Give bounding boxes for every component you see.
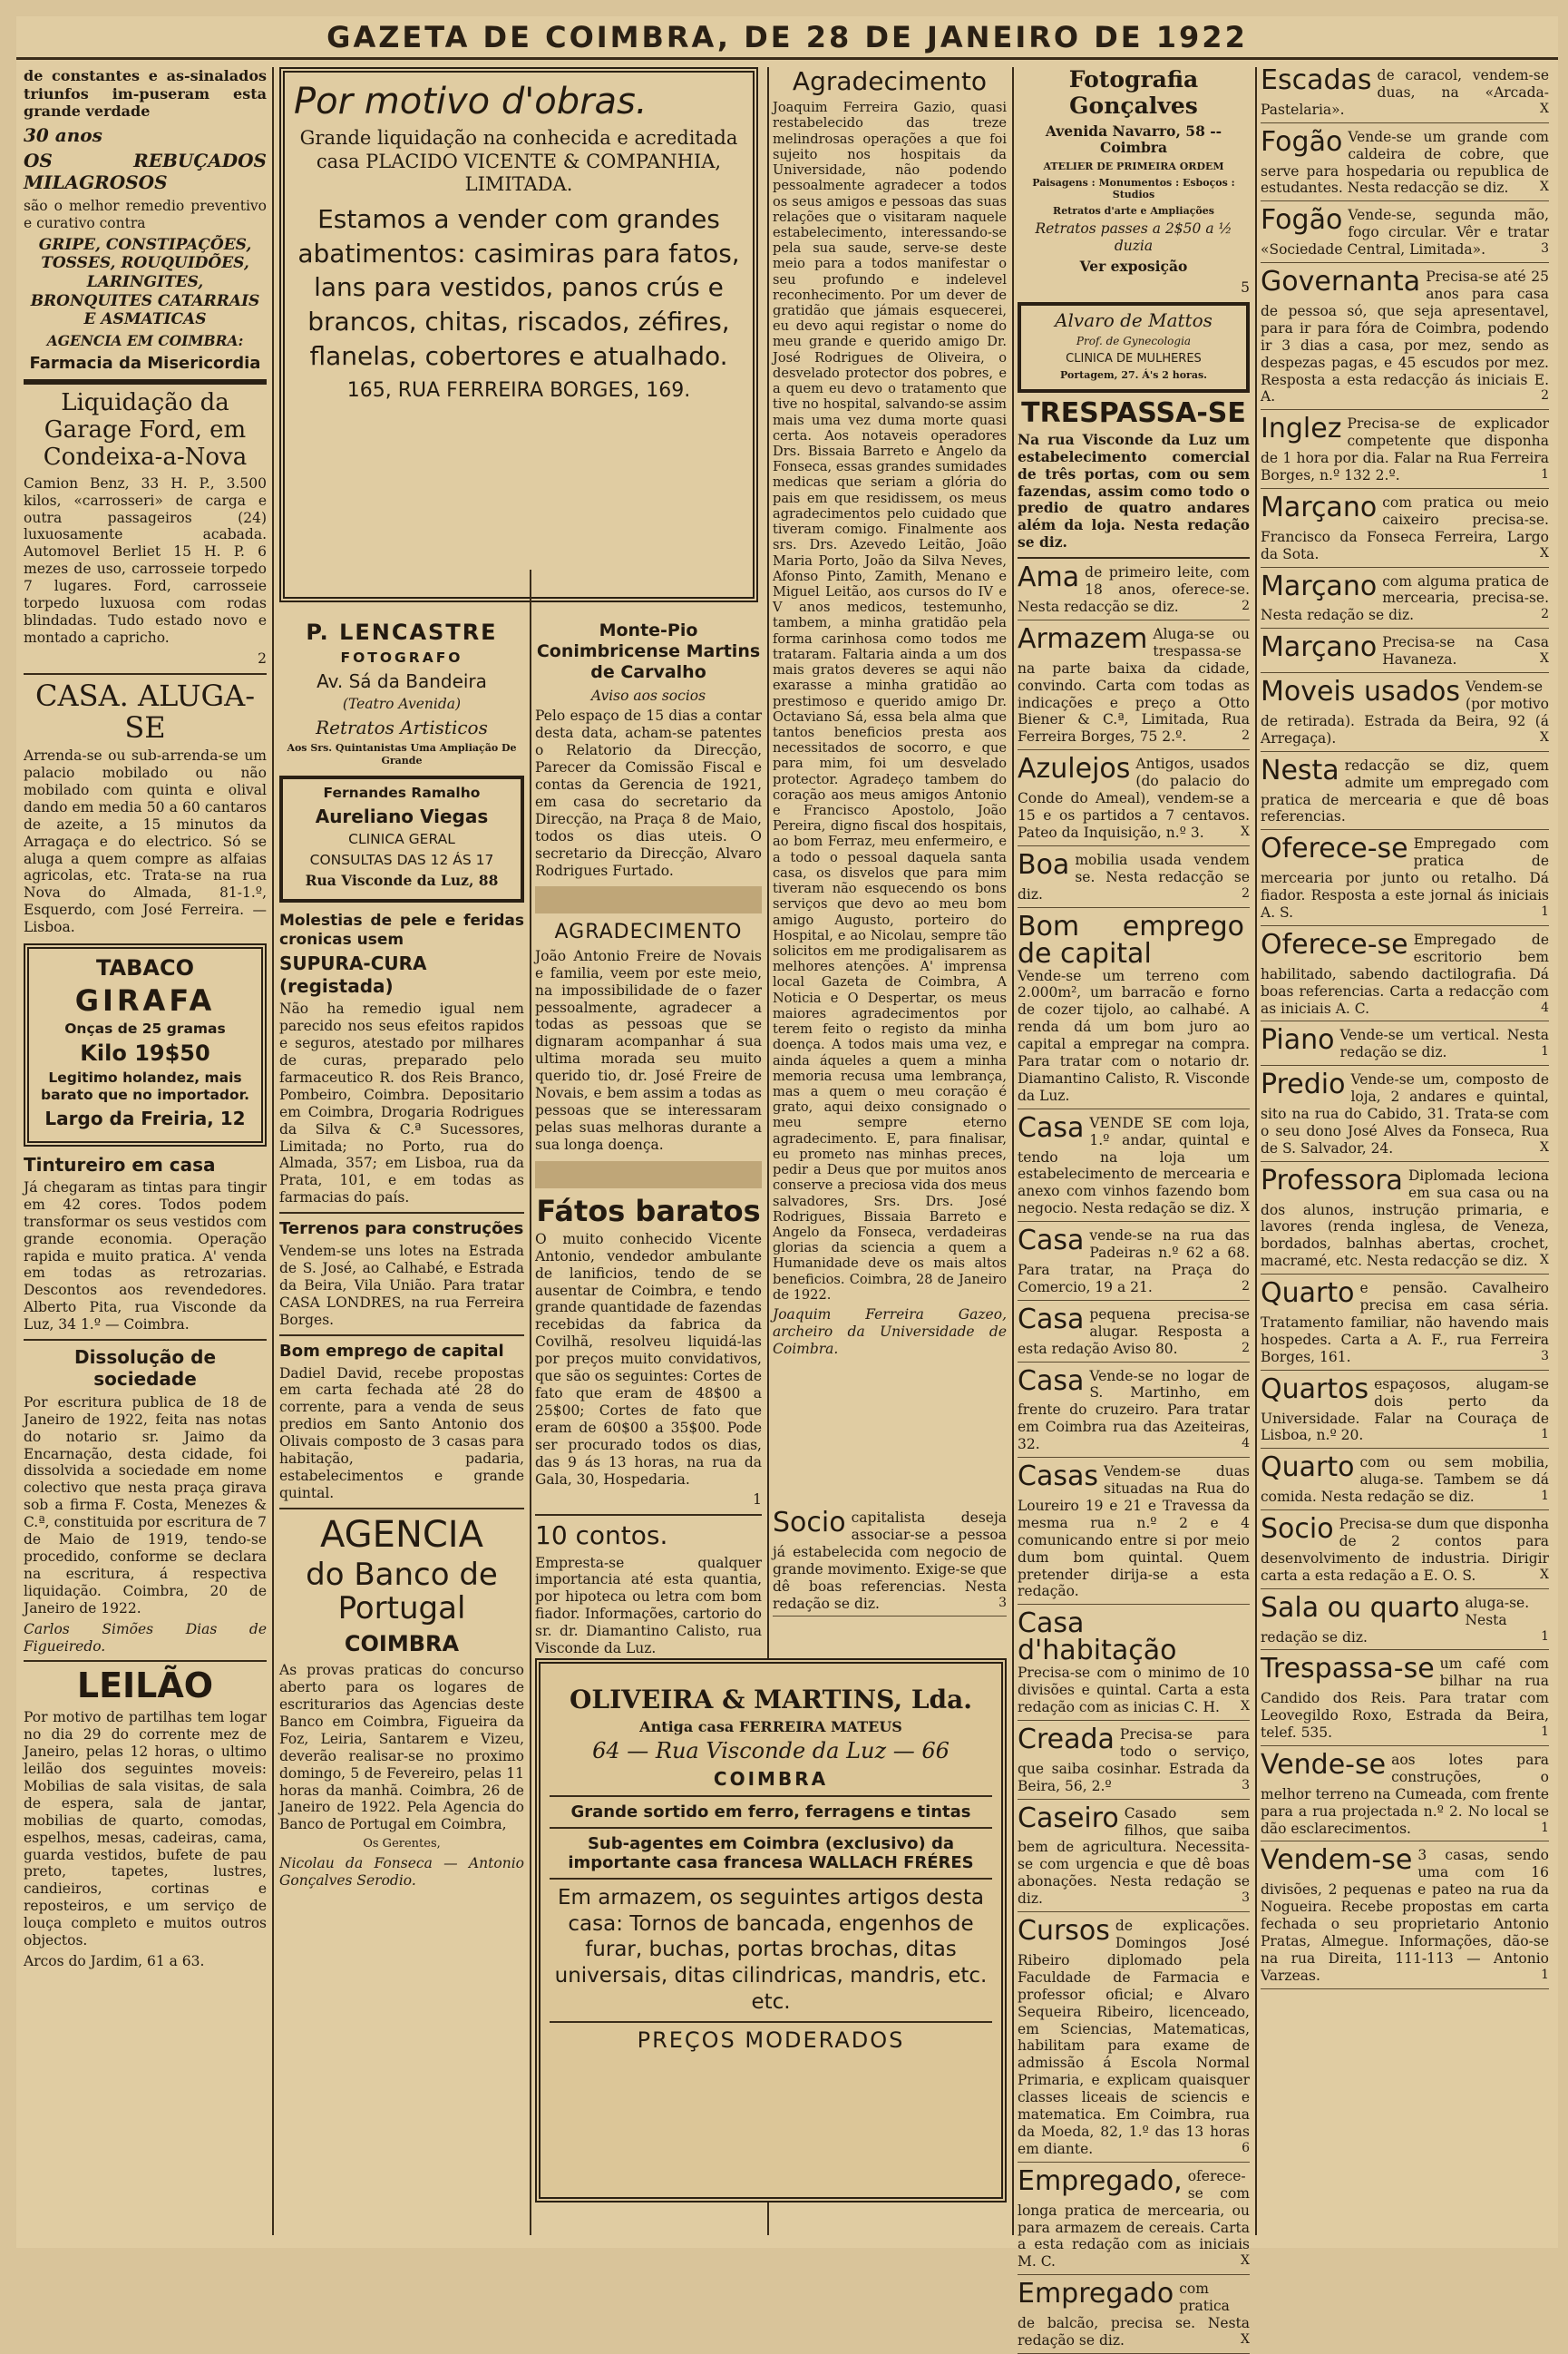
- emp-title: Bom emprego de capital: [279, 1341, 504, 1361]
- agr3-title: AGRADECIMENTO: [554, 921, 743, 944]
- cont-text: Empresta-se qualquer importancia até esta quantia, por hipoteca ou letra com bom fiador. Informações, cartorio do sr. dr. Diamantino Calisto, rua Visconde da Luz.: [535, 1554, 762, 1657]
- ad-text: Empregado de escritorio bem habilitado, sabendo dactilografia. Dá boas referencias. Carta a redacção com as iniciais A. C.: [1261, 931, 1549, 1017]
- ad-marker: X: [1540, 1253, 1549, 1268]
- col6-classifieds: [1261, 64, 1549, 1989]
- ad-keyword: Caseiro: [1018, 1802, 1119, 1834]
- classified-ad: [1261, 1653, 1549, 1746]
- ad-marker: X: [1241, 2253, 1250, 2269]
- classified-ad: [1018, 910, 1250, 1109]
- ad-marker: 2: [1242, 1340, 1250, 1355]
- tabaco-box: [24, 943, 267, 1146]
- ad-text: Casado sem filhos, que saiba bem de agricultura. Necessita-se com urgencia e que dê boas abonações. Nesta redação se diz.: [1018, 1804, 1250, 1908]
- om-l2: Sub-agentes em Coimbra (exclusivo) da importante casa francesa WALLACH FRÉRES: [568, 1833, 974, 1872]
- classified-ad: [1261, 754, 1549, 831]
- ad-text: de explicações. Domingos José Ribeiro diplomado pela Faculdade de Farmacia e professor oficial; e Alvaro Sequeira Ribeiro, licenceado, em Sciencias, Matematicas, habilitam para exame de admissão á Escola Normal Primaria, e explicam quaisquer classes liceais de sciencis e matematica. Em Coimbra, rua da Moeda, 82, 1.º das 13 horas em diante.: [1018, 1918, 1250, 2157]
- am-clin: CLINICA DE MULHERES: [1066, 351, 1202, 366]
- ad-marker: 1: [1541, 1489, 1549, 1504]
- ad-text: Empregado com pratica de mercearia por junto ou retalho. Dá fiador. Resposta a este jornal ás iniciais A. S.: [1261, 835, 1549, 921]
- ad-marker: X: [1241, 824, 1250, 839]
- obras-l2: Estamos a vender com grandes abatimentos: casimiras para fatos, lans para vestidos, panos crús e brancos, chitas, riscados, zéfires, flanelas, cobertores e atualhado.: [297, 203, 740, 372]
- ad-keyword: Casa: [1018, 1111, 1085, 1144]
- ad-marker: 2: [1242, 1278, 1250, 1294]
- am-name: Alvaro de Mattos: [1055, 308, 1213, 331]
- cont-title: 10 contos.: [535, 1520, 668, 1551]
- ad-keyword: Creada: [1018, 1724, 1115, 1756]
- mp-text: Pelo espaço de 15 dias a contar desta data, acham-se patentes o Relatorio da Direcção, Parecer da Comissão Fiscal e contas da Gerencia de 1921, em casa do secretario da Direcção, na Praça 8 de Maio, todos os dias uteis. O secretario da Direcção, Alvaro Rodrigues Furtado.: [535, 708, 762, 879]
- ad-keyword: Governanta: [1261, 266, 1421, 298]
- diss-text: Por escritura publica de 18 de Janeiro de 1922, feita nas notas do notario sr. Jaimo da Encarnação, desta cidade, foi dissolvida a sociedade em nome colectivo que nesta praça girava sob a firma F. Costa, Menezes & C.ª, constituida por escritura de 7 de Maio de 1919, tendo-se procedido, conforme se declara na escritura, á respectiva liquidação. Coimbra, 20 de Janeiro de 1922.: [24, 1393, 267, 1617]
- ad-keyword: Casa d'habitação: [1018, 1607, 1177, 1667]
- lenc-teatro: (Teatro Avenida): [342, 695, 462, 712]
- column-1: [24, 67, 267, 2235]
- ad-keyword: Sala ou quarto: [1261, 1591, 1460, 1624]
- ram-l1: Fernandes Ramalho: [323, 785, 481, 801]
- masthead: GAZETA DE COIMBRA, DE 28 DE JANEIRO DE 1922: [16, 16, 1558, 60]
- classified-ad: [1261, 928, 1549, 1022]
- ad-keyword: Bom emprego de capital: [1018, 910, 1244, 970]
- alvaro-mattos-box: [1018, 302, 1250, 393]
- montepio-ad: [535, 620, 762, 879]
- ram-l3: CLINICA GERAL: [348, 831, 455, 848]
- ad-text: Precisa-se com o minimo de 10 divisões e quintal. Carta a esta redação com as inicias C. H.: [1018, 1665, 1250, 1716]
- ad-text: VENDE SE com loja, 1.º andar, quintal e tendo na loja um estabelecimento de mercearia e anexo com vinhos fazendo bom negocio. Nesta redação se diz.: [1018, 1114, 1250, 1217]
- ad-text: Vende-se no logar de S. Martinho, em frente do cruzeiro. Para tratar em Coimbra rua das Azeiteiras, 32.: [1018, 1367, 1250, 1453]
- classified-ad: [1261, 1748, 1549, 1842]
- banco-portugal-ad: [279, 1515, 524, 1890]
- am-addr: Portagem, 27. Á's 2 horas.: [1060, 369, 1207, 382]
- ad-text: Vende-se um vertical. Nesta redação se diz.: [1339, 1027, 1549, 1061]
- ad-marker: X: [1241, 1200, 1250, 1216]
- classified-ad: [1261, 1071, 1549, 1162]
- bp-title2: do Banco de Portugal: [306, 1556, 498, 1627]
- agr4-text: Joaquim Ferreira Gazio, quasi restabelecido das treze melindrosas operações a que foi sujeito nos hospitais da Universidade, não podendo pessoalmente agradecer a todos os seus amigos e pessoas das suas relações que o visitaram naquele estabelecimento, interessando-se pela sua saude, serve-se deste meio para a todos manifestar o seu profundo e indelevel reconhecimento. Por um dever de gratidão que jámais esquecerei, eu devo aqui registar o nome do meu grande e querido amigo Dr. José Rodrigues de Oliveira, o desvelado protector dos pobres, e a quem eu devo o tratamento que tive no hospital, salvando-se assim mais uma vez duma morte quasi certa. Aos notaveis operadores Drs. Bissaia Barreto e Angelo da Fonseca, essas grandes sumidades medicas que seriam a glória do pais em que residissem, os meus agradecimentos pelo cuidado que tiveram comigo. Finalmente aos srs. Drs. Azevedo Leitão, João Maria Porto, João da Silva Neves, Afonso Pinto, Zamith, Menano e Miguel Leitão, aos cursos do IV e V anos medicos, testemunho, tambem, a minha gratidão pela forma carinhosa como todos me trataram. Faltaria ainda a um dos mais gratos deveres se aqui não exarasse a minha gratidão ao prestimoso e querido amigo Dr. Octaviano Sá, essa bela alma que tantos beneficios presta aos necessitados de socorro, e que para mim, foi um desvelado protector. Agradeço tambem do coração aos meus amigos Antonio e Francisco Apostolo, João Pereira, digno fiscal dos hospitais, ao bom Ferraz, meu enfermeiro, e a todo o pessoal daquela santa casa, os disvelos que para mim tiveram não esquecendo os bons serviços que devo ao meu bom amigo Augusto, porteiro do Hospital, e ao Nicolau, sempre tão solicitos em me prodigalisarem as melhores atenções. A' imprensa local Gazeta de Coimbra, A Noticia e O Despertar, os meus maiores agradecimentos por terem feito o registo da minha doença. A todos mais uma vez, e ainda áqueles a quem a minha memoria recusa uma lembrança, mas a quem o meu coração é grato, aqui deixo consignado o meu sempre eterno agradecimento. E, para finalisar, eu prometo nas minhas preces, pedir a Deus que por muitos anos conserve a preciosa vida dos meus salvadores, Srs. Drs. José Rodrigues, Bissaia Barreto e Angelo da Fonseca, verdadeiras glorias da sciencia a quem a Humanidade deve os mais altos beneficios. Coimbra, 28 de Janeiro de 1922.: [773, 100, 1007, 1303]
- ad-text: espaçosos, alugam-se dois perto da Universidade. Falar na Couraça de Lisboa, n.º 20.: [1261, 1375, 1549, 1444]
- agr4-sign: Joaquim Ferreira Gazeo, archeiro da Universidade de Coimbra.: [773, 1306, 1007, 1357]
- classified-ad: [1261, 1164, 1549, 1275]
- om-city: COIMBRA: [713, 1767, 829, 1790]
- tabaco-l4: Largo da Freiria, 12: [44, 1108, 246, 1130]
- column-6: [1261, 64, 1549, 2235]
- casa-ad: [24, 680, 267, 936]
- classified-ad: [1261, 1513, 1549, 1589]
- ad-keyword: Marçano: [1261, 491, 1378, 523]
- lenc-amp: Aos Srs. Quintanistas Uma Ampliação De Grande: [287, 742, 517, 767]
- classified-ad: [1261, 415, 1549, 489]
- fg-l4: Ver exposição: [1079, 257, 1188, 275]
- classified-ad: [1018, 1227, 1250, 1301]
- reb-line: são o melhor remedio preventivo e curativo contra: [24, 197, 267, 231]
- ad-text: vende-se na rua das Padeiras n.º 62 a 68. Para tratar, na Praça do Comercio, 19 a 21.: [1018, 1227, 1250, 1295]
- ad-marker: 3: [1242, 1777, 1250, 1792]
- leilao-text: Por motivo de partilhas tem logar no dia 29 do corrente mez de Janeiro, pelas 12 horas, o ultimo leilão dos seguintes moveis: Mobilias de sala visitas, de sala de espera, sala de jantar, mobilias de quarto, comodas, espelhos, mesas, cadeiras, cama, guarda vestidos, bufete de pau preto, tapetes, lustres, candieiros, cortinas e reposteiros, e um serviço de louça completo e muitos outros objectos.: [24, 1709, 267, 1949]
- ad-text: Vende-se um, composto de loja, 2 andares e quintal, sito na rua do Cabido, 31. Trata-se com o seu dono José Alves da Fonseca, Rua de S. Salvador, 24.: [1261, 1071, 1549, 1157]
- ad-marker: 1: [1541, 1044, 1549, 1060]
- ad-keyword: Casa: [1018, 1225, 1085, 1257]
- obras-box: [279, 67, 758, 602]
- ad-text: Vende-se um grande com caldeira de cobre, que serve para hospedaria ou republica de estudantes. Nesta redacção se diz.: [1261, 128, 1549, 197]
- ad-text: Precisa-se dum que disponha de 2 contos para desenvolvimento de industria. Dirigir carta a esta redação a E. O. S.: [1261, 1516, 1549, 1584]
- tr-text: Na rua Visconde da Luz um estabelecimento comercial de três portas, com ou sem fazendas, assim como todo o predio de quatro andares além da loja. Nesta redação se diz.: [1018, 430, 1250, 552]
- ad-text: oferece-se com longa pratica de mercearia, ou para armazem de cereais. Carta a esta redação com as iniciais M. C.: [1018, 2167, 1250, 2271]
- mp-sub: Aviso aos socios: [590, 687, 706, 704]
- ad-keyword: Empregado,: [1018, 2164, 1183, 2197]
- ad-keyword: Socio: [1261, 1513, 1334, 1546]
- ad-text: de caracol, vendem-se duas, na «Arcada-Pastelaria».: [1261, 67, 1549, 118]
- reb-list: GRIPE, CONSTIPAÇÕES, TOSSES, ROUQUIDÕES, LARINGITES, BRONQUITES CATARRAIS E ASMATICAS: [30, 235, 260, 329]
- ad-text: Vende-se um terreno com 2.000m², um barracão e forno de cozer tijolo, ao calhabé. A renda dá um bom juro ao capital a empregar na compra. Para tratar com o notario dr. Diamantino Calisto, R. Visconde da Luz.: [1018, 967, 1250, 1104]
- classified-ad: [1018, 848, 1250, 908]
- ad-text: redacção se diz, quem admite um empregado com pratica de mercearia e que dê boas referencias.: [1261, 757, 1549, 825]
- fat-num: 1: [753, 1491, 762, 1509]
- obras-title: Por motivo d'obras.: [294, 81, 648, 122]
- classified-ad: [1018, 1915, 1250, 2163]
- fat-text: O muito conhecido Vicente Antonio, vendedor ambulante de lanificios, tendo de se ausentar de Coimbra, e tendo grande quantidade de fazendas recebidas da fabrica da Covilhã, resolveu liquidá-las por preços muito convidativos, que são os seguintes: Cortes de fato que eram de 48$00 a 25$00; Cortes de fato que eram de 60$00 a 35$00. Pode ser procurado todos os dias, das 9 ás 13 horas, na rua da Gala, 30, Hospedaria.: [535, 1230, 762, 1488]
- ad-keyword: Casas: [1018, 1460, 1098, 1493]
- classified-ad: [1261, 676, 1549, 752]
- ad-keyword: Casa: [1018, 1303, 1085, 1335]
- ad-marker: 6: [1242, 2140, 1250, 2155]
- contos-ad: [535, 1521, 762, 1678]
- ad-text: com ou sem mobilia, aluga-se. Tambem se dá comida. Nesta redação se diz.: [1261, 1454, 1549, 1506]
- terr-text: Vendem-se uns lotes na Estrada de S. José, ao Calhabé, e Estrada da Beira, Vila União. Para tratar CASA LONDRES, na rua Ferreira Borges.: [279, 1243, 524, 1328]
- ad-keyword: Predio: [1261, 1069, 1346, 1101]
- ad-text: de primeiro leite, com 18 anos, oferece-se. Nesta redacção se diz.: [1018, 564, 1250, 615]
- ad-text: Precisa-se para todo o serviço, que saiba cosinhar. Estrada da Beira, 56, 2.º: [1018, 1726, 1250, 1794]
- classified-ad: [1018, 1607, 1250, 1721]
- tabaco-l3: Legitimo holandez, mais barato que no importador.: [40, 1070, 250, 1104]
- ad-keyword: Armazem: [1018, 622, 1148, 655]
- classified-ad: [1261, 1372, 1549, 1450]
- classified-ad: [1261, 204, 1549, 263]
- ad-marker: X: [1540, 545, 1549, 561]
- ad-marker: X: [1241, 2331, 1250, 2347]
- ad-text: Antigos, usados (do palacio do Conde do Ameal), vendem-se a 15 e os partidos a 7 centavos. Pateo da Inquisição, n.º 3.: [1018, 756, 1250, 841]
- classified-ad: [1261, 570, 1549, 630]
- classified-ad: [1261, 125, 1549, 202]
- reb-top: de constantes e as-sinalados triunfos im-puseram esta grande verdade: [24, 67, 267, 121]
- classified-ad: [1261, 1277, 1549, 1371]
- oliveira-martins-box: [535, 1658, 1007, 2203]
- ad-marker: X: [1241, 1699, 1250, 1714]
- classified-ad: [1261, 1024, 1549, 1066]
- ad-marker: 2: [1242, 885, 1250, 901]
- ad-keyword: Marçano: [1261, 570, 1378, 602]
- tint-title: Tintureiro em casa: [24, 1153, 216, 1176]
- col5-classifieds: [1018, 564, 1250, 2354]
- om-l1: Grande sortido em ferro, ferragens e tintas: [570, 1802, 971, 1822]
- ad-keyword: Inglez: [1261, 413, 1342, 445]
- om-sub: Antiga casa FERREIRA MATEUS: [639, 1718, 902, 1736]
- agr-gazeo-ad: [773, 67, 1007, 1509]
- reb-name: OS REBUÇADOS MILAGROSOS: [24, 149, 267, 194]
- mol-name: SUPURA-CURA (registada): [279, 952, 427, 997]
- am-prof: Prof. de Gynecologia: [1076, 334, 1192, 347]
- classified-ad: [1018, 1111, 1250, 1222]
- ad-text: um café com bilhar na rua Candido dos Reis. Para tratar com Leovegildo Roxo, Estrada da Beira, telef. 535.: [1261, 1656, 1549, 1742]
- tabaco-l1: Onças de 25 gramas: [64, 1020, 226, 1037]
- ad-keyword: Empregado: [1018, 2278, 1174, 2310]
- fg-num: 5: [1241, 278, 1250, 296]
- ad-keyword: Quarto: [1261, 1451, 1355, 1484]
- soc-num: 3: [998, 1595, 1007, 1610]
- tabaco-l2: Kilo 19$50: [80, 1040, 210, 1066]
- ram-l5: Rua Visconde da Luz, 88: [305, 872, 499, 890]
- agr-novais-ad: [535, 921, 762, 1153]
- ad-marker: 1: [1541, 1628, 1549, 1644]
- soc-kw: Socio: [773, 1507, 846, 1538]
- ad-text: Precisa-se de explicador competente que disponha de 1 hora por dia. Falar na Rua Ferreira Borges, n.º 132 2.º.: [1261, 415, 1549, 484]
- ad-keyword: Fogão: [1261, 204, 1343, 237]
- ram-l2: Aureliano Viegas: [315, 805, 489, 827]
- ad-keyword: Piano: [1261, 1024, 1335, 1057]
- classified-ad: [1018, 1364, 1250, 1459]
- ad-text: 3 casas, sendo uma com 16 divisões, 2 pequenas e pateo na rua da Nogueira. Recebe propostas em carta fechada o seu proprietario Antonio Pratas, Almegue. Informações, dão-se na rua Direita, 111-113 — Antonio Varzeas.: [1261, 1847, 1549, 1984]
- ad-keyword: Ama: [1018, 562, 1080, 594]
- ad-keyword: Casa: [1018, 1364, 1085, 1397]
- ad-keyword: Vendem-se: [1261, 1844, 1413, 1877]
- dissolucao-ad: [24, 1346, 267, 1655]
- ad-marker: 2: [1242, 728, 1250, 744]
- diss-sign: Carlos Simões Dias de Figueiredo.: [24, 1620, 267, 1655]
- ad-keyword: Azulejos: [1018, 753, 1131, 786]
- fg-l2: Retratos d'arte e Ampliações: [1053, 204, 1214, 217]
- supura-ad: [279, 912, 524, 1206]
- mp-title: Monte-Pio Conimbricense Martins de Carvalho: [536, 620, 761, 683]
- classified-ad: [1261, 64, 1549, 123]
- om-title: OLIVEIRA & MARTINS, Lda.: [569, 1685, 972, 1714]
- ad-marker: 2: [1541, 607, 1549, 622]
- ad-text: mobilia usada vendem se. Nesta redacção se diz.: [1018, 851, 1250, 903]
- obras-addr: 165, RUA FERREIRA BORGES, 169.: [346, 378, 691, 402]
- ad-marker: 1: [1541, 1724, 1549, 1740]
- leilao-ad: [24, 1667, 267, 1969]
- fg-l3: Retratos passes a 2$50 a ½ duzia: [1035, 220, 1232, 254]
- casa-title: CASA. ALUGA-SE: [34, 678, 256, 745]
- ad-keyword: Marçano: [1261, 631, 1378, 664]
- ad-text: Diplomada leciona em sua casa ou na dos alunos, instrução primaria, e lavores (renda inglesa, de Veneza, bordados, balnhas abertas, crochet, macramé, etc. Nesta redacção se diz.: [1261, 1167, 1549, 1270]
- fg-l1: Paisagens : Monumentos : Esboços : Studios: [1032, 176, 1235, 201]
- bp-city: COIMBRA: [344, 1630, 460, 1656]
- fatos-ad: [535, 1193, 762, 1509]
- ad-keyword: Escadas: [1261, 64, 1372, 96]
- ad-text: Aluga-se ou trespassa-se na parte baixa da cidade, convindo. Carta com todas as indicações e preço a Otto Biener & C.ª, Limitada, Rua Ferreira Borges, 75 2.º.: [1018, 625, 1250, 746]
- ad-marker: 1: [1541, 1967, 1549, 1982]
- ad-text: Vendem-se duas situadas na Rua do Loureiro 19 e 21 e Travessa da mesma rua n.º 2 e 4 comunicando entre si por meio dum bom quintal. Quem pretender dirija-se a esta redação.: [1018, 1463, 1250, 1600]
- trespassa-ad: [1018, 398, 1250, 552]
- ad-marker: 1: [1541, 904, 1549, 919]
- om-addr: 64 — Rua Visconde da Luz — 66: [592, 1738, 950, 1764]
- ad-text: com pratica ou meio caixeiro precisa-se. Francisco da Fonseca Ferreira, Largo da Sota.: [1261, 493, 1549, 562]
- ad-keyword: Nesta: [1261, 754, 1339, 786]
- ad-marker: 1: [1541, 467, 1549, 483]
- bp-sign: Nicolau da Fonseca — Antonio Gonçalves Serodio.: [279, 1855, 524, 1890]
- terr-title: Terrenos para construções: [279, 1219, 524, 1239]
- leilao-addr: Arcos do Jardim, 61 a 63.: [24, 1952, 205, 1969]
- ad-marker: X: [1540, 180, 1549, 195]
- garage-text: Camion Benz, 33 H. P., 3.500 kilos, «carrosseri» de carga e outra passageiros (24) luxuosamente acabada. Automovel Berliet 15 H. P. 6 mezes de uso, carrosseie torpedo 7 lugares. Ford, carrosseie torpedo luxuosa com rodas blindadas. Tudo estado novo e montado a capricho.: [24, 474, 267, 646]
- ad-marker: X: [1540, 651, 1549, 667]
- ad-marker: X: [1540, 729, 1549, 745]
- bp-title1: AGENCIA: [320, 1513, 483, 1556]
- ad-text: aluga-se. Nesta redação se diz.: [1261, 1594, 1530, 1646]
- lencastre-ad: [279, 620, 524, 767]
- classified-ad: [1261, 835, 1549, 926]
- ram-l4: CONSULTAS DAS 12 ÁS 17: [309, 852, 494, 869]
- classified-ad: [1018, 1802, 1250, 1912]
- om-l3: Em armazem, os seguintes artigos desta casa: Tornos de bancada, engenhos de furar, buchas, portas brochas, ditas universais, ditas cilindricas, mandris, etc. etc.: [554, 1885, 988, 2014]
- lenc-title: P. LENCASTRE: [306, 620, 498, 645]
- classified-ad: [1018, 1460, 1250, 1605]
- ad-keyword: Oferece-se: [1261, 928, 1408, 961]
- ad-text: com alguma pratica de mercearia, precisa-se. Nesta redação se diz.: [1261, 572, 1549, 624]
- socio-capitalista-ad: [773, 1509, 1007, 1617]
- emp-text: Dadiel David, recebe propostas em carta fechada até 28 do corrente, para a venda de seus predios em Santo Antonio dos Olivais composto de 3 casas para habitação, padaria, estabelecimentos e grande quintal.: [279, 1364, 524, 1501]
- ad-marker: X: [1540, 101, 1549, 116]
- fat-title: Fátos baratos: [536, 1193, 761, 1228]
- ramalho-box: [279, 776, 524, 903]
- ad-text: Precisa-se na Casa Havaneza.: [1382, 634, 1549, 669]
- garage-ad: [24, 390, 267, 668]
- classified-ad: [1018, 2164, 1250, 2275]
- tr-title: TRESPASSA-SE: [1021, 396, 1246, 429]
- terrenos-ad: [279, 1219, 524, 1328]
- garage-num: 2: [258, 650, 267, 667]
- tint-text: Já chegaram as tintas para tingir em 42 cores. Todos podem transformar os seus vestidos com grande economia. Operação rapida e muito pratica. A' venda em todas as retrozarias. Descontos aos revendedores. Alberto Pita, rua Visconde da Luz, 34 1.º — Coimbra.: [24, 1178, 267, 1333]
- mol-title: Molestias de pele e feridas cronicas usem: [279, 912, 524, 949]
- classified-ad: [1018, 564, 1250, 620]
- ad-text: com pratica de balcão, precisa se. Nesta redação se diz.: [1018, 2281, 1250, 2349]
- classified-ad: [1261, 1844, 1549, 1988]
- ad-marker: X: [1540, 1567, 1549, 1582]
- column-5: [1018, 66, 1250, 2349]
- classified-ad: [1018, 753, 1250, 846]
- reb-pharm: Farmacia da Misericordia: [29, 354, 261, 374]
- obras-l1: Grande liquidação na conhecida e acreditada casa PLACIDO VICENTE & COMPANHIA, LIMITADA.: [299, 127, 738, 196]
- emprego-ad: [279, 1342, 524, 1502]
- ad-keyword: Quartos: [1261, 1372, 1369, 1405]
- tabaco-title: TABACO: [96, 955, 194, 982]
- rebucados-ad: [24, 67, 267, 374]
- ad-text: Vende-se, segunda mão, fogo circular. Vêr e tratar «Sociedade Central, Limitada».: [1261, 207, 1549, 259]
- agr3-text: João Antonio Freire de Novais e familia, veem por este meio, na impossibilidade de o fazer pessoalmente, agradecer a todas as pessoas que se dignaram acompanhar á sua ultima morada seu muito querido tio, dr. José Freire de Novais, e bem assim a todas as pessoas que se interessaram pelas suas melhoras durante a sua longa doença.: [535, 947, 762, 1153]
- ad-marker: 3: [1541, 241, 1549, 257]
- om-l4: PREÇOS MODERADOS: [637, 2027, 905, 2053]
- leilao-title: LEILÃO: [76, 1665, 214, 1706]
- ad-keyword: Oferece-se: [1261, 833, 1408, 865]
- classified-ad: [1261, 1591, 1549, 1651]
- classified-ad: [1018, 2278, 1250, 2354]
- ad-keyword: Moveis usados: [1261, 676, 1461, 708]
- fg-title: Fotografia Gonçalves: [1068, 66, 1199, 119]
- casa-text: Arrenda-se ou sub-arrenda-se um palacio mobilado ou não mobilado com quinta e olival dando em media 50 a 60 cantaros de azeite, a 15 minutos da Arragaça e do electrico. Só se aluga a quem compre as alfaias agricolas, etc. Trata-se na rua Nova do Almada, 81-1.º, Esquerdo, com José Ferreira. — Lisboa.: [24, 747, 267, 936]
- fg-sub: ATELIER DE PRIMEIRA ORDEM: [1043, 161, 1224, 173]
- ad-keyword: Professora: [1261, 1164, 1403, 1197]
- ad-text: Precisa-se até 25 anos para casa de pessoa só, que seja apresentavel, para ir para fóra de Coimbra, podendo ir 3 dias a casa, por mez, sendo as despezas pagas, e 45 escudos por mez. Resposta a esta redacção ás iniciais E. A.: [1261, 269, 1549, 405]
- ad-marker: 2: [1242, 599, 1250, 613]
- soc-text: capitalista deseja associar-se a pessoa já estabelecida com negocio de grande movimento. Exige-se que dê boas referencias. Nesta redação se diz.: [773, 1509, 1007, 1612]
- ad-keyword: Vende-se: [1261, 1748, 1387, 1781]
- ad-keyword: Quarto: [1261, 1277, 1355, 1310]
- ad-marker: 3: [1541, 1348, 1549, 1363]
- reb-anos: 30 anos: [24, 123, 102, 146]
- ad-keyword: Fogão: [1261, 125, 1343, 158]
- ad-marker: 4: [1541, 1000, 1549, 1015]
- ad-marker: 1: [1541, 1820, 1549, 1835]
- reb-agency: AGENCIA EM COIMBRA:: [46, 332, 244, 350]
- ad-keyword: Boa: [1018, 848, 1070, 881]
- ad-text: Vendem-se (por motivo de retirada). Estrada da Beira, 92 (á Arregaça).: [1261, 679, 1549, 747]
- bp-text: As provas praticas do concurso aberto para os logares de escriturarios das Agencias deste Banco em Coimbra, Figueira da Foz, Leiria, Santarem e Vizeu, deverão realisar-se no proximo domingo, 5 de Fevereiro, pelas 11 horas da manhã. Coimbra, 26 de Janeiro de 1922. Pela Agencia do Banco de Portugal em Coimbra,: [279, 1662, 524, 1833]
- ad-keyword: Trespassa-se: [1261, 1653, 1435, 1685]
- mol-text: Não ha remedio igual nem parecido nos seus efeitos rapidos e seguros, atestado por milhares de curas, preparado pelo farmaceutico R. dos Reis Branco, Pombeiro, Coimbra. Depositario em Coimbra, Drogaria Rodrigues da Silva & C.ª Sucessores, Limitada; no Porto, rua do Almada, 357; em Lisboa, rua da Prata, 101, e em todas as farmacias do país.: [279, 1001, 524, 1206]
- classified-ad: [1261, 1451, 1549, 1510]
- ad-keyword: Cursos: [1018, 1915, 1110, 1948]
- classified-ad: [1261, 631, 1549, 673]
- ad-text: e pensão. Cavalheiro precisa em casa séria. Tratamento familiar, não havendo mais hospedes. Carta a A. F., rua Ferreira Borges, 161.: [1261, 1280, 1549, 1365]
- tintureiro-ad: [24, 1154, 267, 1334]
- classified-ad: [1261, 491, 1549, 568]
- fotografia-goncalves-ad: [1018, 67, 1250, 297]
- lenc-addr: Av. Sá da Bandeira: [317, 669, 487, 692]
- lenc-sub: FOTOGRAFO: [340, 649, 463, 666]
- classified-ad: [1018, 622, 1250, 750]
- classified-ad: [1018, 1726, 1250, 1800]
- newspaper-page: [16, 16, 1558, 2349]
- ad-marker: 1: [1541, 1427, 1549, 1442]
- diss-title: Dissolução de sociedade: [73, 1346, 217, 1391]
- fg-addr: Avenida Navarro, 58 -- Coimbra: [1045, 122, 1222, 157]
- ad-marker: 3: [1242, 1890, 1250, 1906]
- ad-marker: X: [1540, 1139, 1549, 1155]
- agr4-title: Agradecimento: [792, 66, 988, 96]
- lenc-ret: Retratos Artisticos: [316, 716, 488, 738]
- ad-text: pequena precisa-se alugar. Resposta a esta redação Aviso 80.: [1018, 1305, 1250, 1357]
- ad-marker: 2: [1541, 388, 1549, 404]
- ad-marker: 4: [1242, 1436, 1250, 1451]
- classified-ad: [1261, 266, 1549, 410]
- classified-ad: [1018, 1303, 1250, 1363]
- ad-text: aos lotes para construções, o melhor terreno na Cumeada, com frente para a rua projectada n.º 2. No local se dão esclarecimentos.: [1261, 1751, 1549, 1837]
- tabaco-name: GIRAFA: [74, 982, 216, 1018]
- garage-title: Liquidação da Garage Ford, em Condeixa-a-Nova: [43, 389, 248, 471]
- bp-ger: Os Gerentes,: [363, 1837, 441, 1851]
